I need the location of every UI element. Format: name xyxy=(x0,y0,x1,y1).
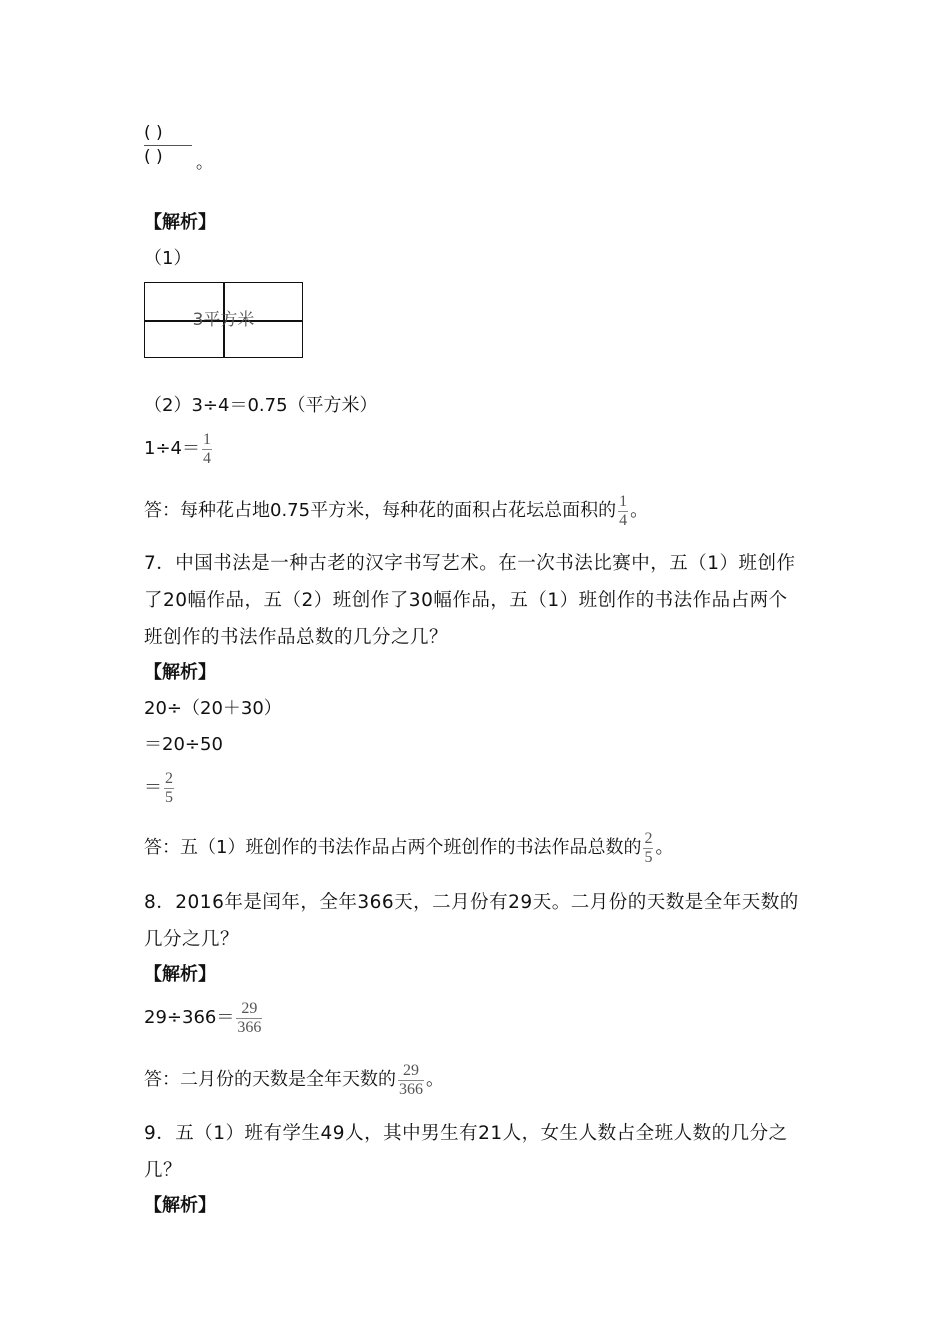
blank-suffix: 。 xyxy=(196,153,213,173)
area-diagram xyxy=(144,282,303,358)
s6-answer-fraction xyxy=(618,493,628,530)
s6-calc-line xyxy=(144,427,214,471)
s6-answer-suffix: 。 xyxy=(630,500,649,521)
fraction-denominator: 366 xyxy=(399,1080,423,1098)
s6-calc-fraction xyxy=(202,431,212,468)
q8-calc-fraction xyxy=(236,1000,262,1037)
fraction-denominator: 5 xyxy=(165,788,173,806)
blank-denominator: ( ) xyxy=(144,147,163,167)
fraction-denominator: 4 xyxy=(619,511,628,529)
q7-line3-prefix: ＝ xyxy=(144,777,162,798)
q8-calc-line xyxy=(144,996,264,1040)
q7-calc-line3 xyxy=(144,766,176,810)
s6-part2-line: （2）3÷4＝0.75（平方米） xyxy=(144,395,378,416)
fraction-denominator: 366 xyxy=(237,1018,262,1036)
fraction-numerator: 1 xyxy=(619,492,628,510)
q8-answer-fraction xyxy=(398,1062,424,1099)
q9-question-text: 9．五（1）班有学生49人，其中男生有21人，女生人数占全班人数的几分之几？ xyxy=(144,1123,788,1181)
q7-answer-line xyxy=(144,826,673,870)
q8-analysis-label: 【解析】 xyxy=(144,964,216,985)
q8-calc-prefix: 29÷366＝ xyxy=(144,1007,235,1028)
q8-answer-prefix: 答：二月份的天数是全年天数的 xyxy=(144,1069,396,1090)
fraction-denominator: 5 xyxy=(644,848,653,866)
fraction-denominator: 4 xyxy=(203,449,211,467)
fraction-numerator: 2 xyxy=(165,769,173,787)
q8-answer-line xyxy=(144,1058,444,1102)
q7-answer-prefix: 答：五（1）班创作的书法作品占两个班创作的书法作品总数的 xyxy=(144,837,642,858)
s6-answer-prefix: 答：每种花占地0.75平方米，每种花的面积占花坛总面积的 xyxy=(144,500,617,521)
s6-part1-label: （1） xyxy=(144,248,192,269)
q7-calc-line2: ＝20÷50 xyxy=(144,734,223,755)
blank-numerator: ( ) xyxy=(144,122,192,146)
fraction-numerator: 29 xyxy=(236,1000,262,1019)
fraction-numerator: 29 xyxy=(398,1062,424,1081)
q7-question-text: 7．中国书法是一种古老的汉字书写艺术。在一次书法比赛中，五（1）班创作了20幅作品，五（2）班创作了30幅作品，五（1）班创作的书法作品占两个班创作的书法作品总数的几分之几？ xyxy=(144,553,796,648)
fraction-numerator: 1 xyxy=(203,430,211,448)
q7-calc-line1: 20÷（20＋30） xyxy=(144,698,282,719)
q7-answer-suffix: 。 xyxy=(655,837,674,858)
s6-answer-line xyxy=(144,489,648,533)
fraction-numerator: 2 xyxy=(644,829,653,847)
diagram-area-label: 3平方米 xyxy=(192,310,255,330)
q7-analysis-label: 【解析】 xyxy=(144,662,216,683)
s6-analysis-label: 【解析】 xyxy=(144,212,216,233)
q8-question-text: 8．2016年是闰年，全年366天，二月份有29天。二月份的天数是全年天数的几分之几？ xyxy=(144,892,799,950)
q7-line3-fraction xyxy=(164,770,174,807)
q7-answer-fraction xyxy=(643,830,653,867)
q8-answer-suffix: 。 xyxy=(426,1069,444,1090)
blank-fraction xyxy=(144,122,213,173)
s6-calc-prefix: 1÷4＝ xyxy=(144,438,200,459)
q9-analysis-label: 【解析】 xyxy=(144,1195,216,1216)
